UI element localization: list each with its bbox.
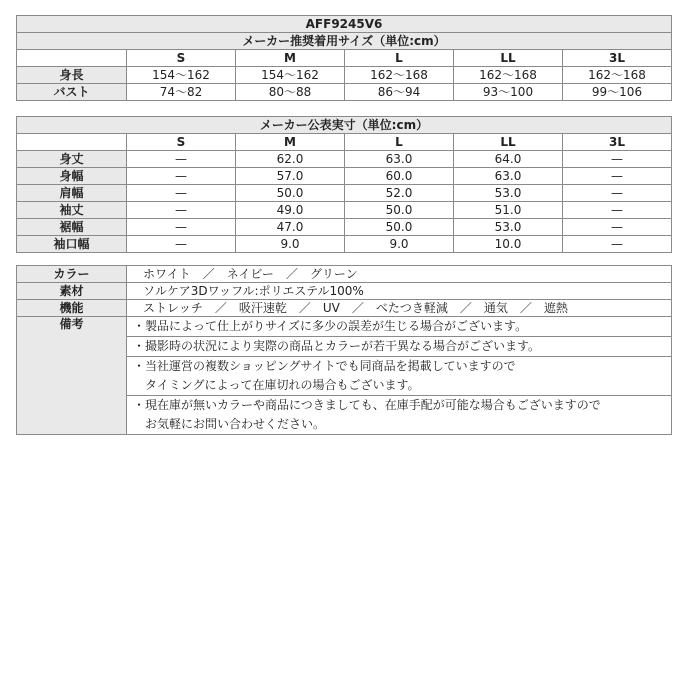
table-cell: — xyxy=(127,168,236,185)
table-cell: 162～168 xyxy=(563,67,672,84)
table-cell: 60.0 xyxy=(345,168,454,185)
table-cell: 63.0 xyxy=(345,151,454,168)
table-cell: — xyxy=(127,236,236,253)
size-header-l: L xyxy=(345,134,454,151)
table-cell: 9.0 xyxy=(236,236,345,253)
size-header-s: S xyxy=(127,50,236,67)
table-row xyxy=(17,185,672,202)
table-cell: 93～100 xyxy=(454,84,563,101)
notes-label: 備考 xyxy=(17,317,127,435)
table-cell: 64.0 xyxy=(454,151,563,168)
product-details-table xyxy=(16,265,672,435)
table-cell: 154～162 xyxy=(127,67,236,84)
table-row xyxy=(17,317,672,337)
table-cell: 80～88 xyxy=(236,84,345,101)
note-item: ・当社運営の複数ショッピングサイトでも同商品を掲載していますので タイミングによって在庫切れの場合もございます。 xyxy=(127,357,672,396)
color-label: カラー xyxy=(17,266,127,283)
size-header-m: M xyxy=(236,50,345,67)
table-cell: — xyxy=(127,202,236,219)
table-cell: 57.0 xyxy=(236,168,345,185)
table-row xyxy=(17,219,672,236)
table-cell: — xyxy=(563,168,672,185)
table-row xyxy=(17,283,672,300)
table-cell: — xyxy=(563,202,672,219)
row-label: 身幅 xyxy=(17,168,127,185)
table-row xyxy=(17,151,672,168)
table-cell: 53.0 xyxy=(454,185,563,202)
corner-cell xyxy=(17,50,127,67)
table-cell: — xyxy=(563,151,672,168)
table-cell: 52.0 xyxy=(345,185,454,202)
table-cell: 162～168 xyxy=(454,67,563,84)
note-item: ・現在庫が無いカラーや商品につきましても、在庫手配が可能な場合もございますので お気軽にお問い合わせください。 xyxy=(127,396,672,435)
table-cell: 74～82 xyxy=(127,84,236,101)
table-cell: — xyxy=(563,236,672,253)
row-label: 袖口幅 xyxy=(17,236,127,253)
color-value: ホワイト ／ ネイビー ／ グリーン xyxy=(127,266,672,283)
table-cell: — xyxy=(127,151,236,168)
model-number: AFF9245V6 xyxy=(17,16,672,33)
row-label: 裾幅 xyxy=(17,219,127,236)
note-item: ・製品によって仕上がりサイズに多少の誤差が生じる場合がございます。 xyxy=(127,317,672,337)
table-row xyxy=(17,300,672,317)
table-cell: 50.0 xyxy=(236,185,345,202)
row-label-bust: バスト xyxy=(17,84,127,101)
table-cell: 63.0 xyxy=(454,168,563,185)
table-cell: 51.0 xyxy=(454,202,563,219)
function-label: 機能 xyxy=(17,300,127,317)
size-header-ll: LL xyxy=(454,134,563,151)
size-header-3l: 3L xyxy=(563,50,672,67)
table-row xyxy=(17,84,672,101)
table-cell: 50.0 xyxy=(345,219,454,236)
row-label: 肩幅 xyxy=(17,185,127,202)
table-cell: 47.0 xyxy=(236,219,345,236)
recommended-size-title: メーカー推奨着用サイズ（単位:cm） xyxy=(17,33,672,50)
table-cell: 50.0 xyxy=(345,202,454,219)
size-header-m: M xyxy=(236,134,345,151)
size-header-ll: LL xyxy=(454,50,563,67)
table-cell: 86～94 xyxy=(345,84,454,101)
table-cell: 62.0 xyxy=(236,151,345,168)
table-row xyxy=(17,266,672,283)
corner-cell xyxy=(17,134,127,151)
table-cell: 53.0 xyxy=(454,219,563,236)
recommended-size-table xyxy=(16,15,672,101)
size-header-s: S xyxy=(127,134,236,151)
table-cell: 10.0 xyxy=(454,236,563,253)
table-row xyxy=(17,202,672,219)
material-label: 素材 xyxy=(17,283,127,300)
size-header-l: L xyxy=(345,50,454,67)
table-cell: — xyxy=(563,219,672,236)
table-cell: — xyxy=(563,185,672,202)
size-header-3l: 3L xyxy=(563,134,672,151)
table-row xyxy=(17,67,672,84)
table-cell: 99～106 xyxy=(563,84,672,101)
table-cell: 154～162 xyxy=(236,67,345,84)
table-row xyxy=(17,168,672,185)
table-cell: 9.0 xyxy=(345,236,454,253)
actual-measurement-title: メーカー公表実寸（単位:cm） xyxy=(17,117,672,134)
table-cell: 162～168 xyxy=(345,67,454,84)
table-cell: 49.0 xyxy=(236,202,345,219)
table-cell: — xyxy=(127,219,236,236)
row-label-height: 身長 xyxy=(17,67,127,84)
table-row xyxy=(17,236,672,253)
note-item: ・撮影時の状況により実際の商品とカラーが若干異なる場合がございます。 xyxy=(127,337,672,357)
table-cell: — xyxy=(127,185,236,202)
row-label: 身丈 xyxy=(17,151,127,168)
function-value: ストレッチ ／ 吸汗速乾 ／ UV ／ べたつき軽減 ／ 通気 ／ 遮熱 xyxy=(127,300,672,317)
material-value: ソルケア3Dワッフル:ポリエステル100% xyxy=(127,283,672,300)
row-label: 袖丈 xyxy=(17,202,127,219)
actual-measurement-table xyxy=(16,116,672,253)
